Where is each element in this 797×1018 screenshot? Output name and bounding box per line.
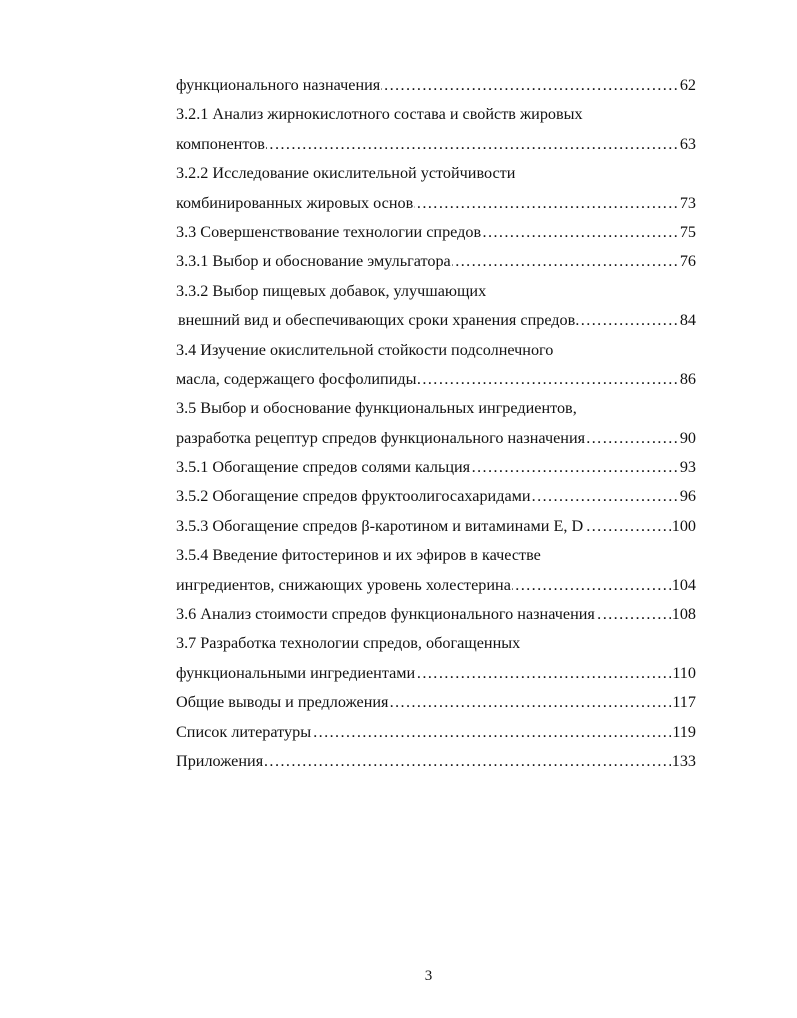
toc-entry-page: 86 [679,365,696,394]
toc-entry [176,130,696,159]
toc-entry-title: 3.5.1 Обогащение спредов солями кальция [176,458,471,477]
toc-entry-page: 119 [671,718,696,747]
toc-entry [176,218,696,247]
toc-entry-page: 108 [671,600,696,629]
toc-entry-title: ингредиентов, снижающих уровень холестерина [176,575,511,594]
toc-entry-title: компонентов [176,134,265,153]
toc-entry [176,306,696,335]
toc-entry [176,747,696,776]
toc-entry [176,71,696,100]
toc-entry-page: 73 [679,189,696,218]
toc-entry-page: 90 [679,424,696,453]
toc-entry-page: 96 [679,482,696,511]
toc-entry-title: 3.5 Выбор и обоснование функциональных ингредиентов, [176,399,577,418]
toc-entry-page: 75 [679,218,696,247]
toc-entry-page: 76 [679,247,696,276]
toc-entry-title: 3.5.2 Обогащение спредов фруктоолигосахаридами [176,487,531,506]
toc-entry-page: 63 [679,130,696,159]
toc-entry-title: 3.6 Анализ стоимости спредов функционального назначения [176,605,595,624]
toc-entry-title: 3.4 Изучение окислительной стойкости подсолнечного [176,340,554,359]
toc-entry [176,571,696,600]
toc-entry [176,247,696,276]
page-number: 3 [424,968,433,984]
toc-entry [176,424,696,453]
toc-entry-title: внешний вид и обеспечивающих сроки хранения спредов [178,311,576,330]
toc-entry [176,629,696,658]
toc-entry-title: 3.5.4 Введение фитостеринов и их эфиров в качестве [176,546,541,565]
toc-entry [176,336,696,365]
toc-entry-title: 3.2.2 Исследование окислительной устойчивости [176,164,516,183]
table-of-contents [176,71,696,776]
toc-entry-title: функциональными ингредиентами [176,663,416,682]
toc-entry [176,600,696,629]
toc-entry [176,659,696,688]
toc-entry [176,394,696,423]
toc-entry-title: 3.2.1 Анализ жирнокислотного состава и свойств жировых [176,105,583,124]
toc-entry-title: разработка рецептур спредов функционального назначения [176,428,586,447]
toc-entry [176,100,696,129]
toc-entry [176,365,696,394]
toc-entry [176,541,696,570]
toc-entry-title: Приложения [176,751,264,770]
toc-entry-page: 100 [671,512,696,541]
toc-entry-page: 104 [671,571,696,600]
toc-entry-page: 62 [679,71,696,100]
toc-entry-title: 3.5.3 Обогащение спредов β-каротином и витаминами Е, D [176,516,584,535]
toc-entry [176,189,696,218]
toc-entry-title: функционального назначения [176,76,381,94]
toc-entry-title: комбинированных жировых основ [176,193,414,212]
toc-entry-page: 84 [679,306,696,335]
toc-entry [176,277,696,306]
toc-entry-title: масла, содержащего фосфолипиды [176,369,417,388]
toc-entry [176,453,696,482]
toc-entry-page: 133 [671,747,696,776]
toc-entry-title: 3.7 Разработка технологии спредов, обогащенных [176,634,521,653]
toc-entry-title: 3.3.2 Выбор пищевых добавок, улучшающих [176,281,487,300]
toc-entry [176,159,696,188]
toc-entry [176,512,696,541]
toc-entry-title: 3.3 Совершенствование технологии спредов [176,222,482,241]
toc-entry-title: 3.3.1 Выбор и обоснование эмульгатора [176,252,451,271]
toc-entry-page: 117 [671,688,696,717]
toc-entry-title: Общие выводы и предложения [176,693,389,712]
toc-entry [176,482,696,511]
toc-entry-page: 93 [679,453,696,482]
toc-entry [176,718,696,747]
toc-entry [176,688,696,717]
toc-entry-page: 110 [671,659,696,688]
toc-entry-title: Список литературы [176,722,312,741]
